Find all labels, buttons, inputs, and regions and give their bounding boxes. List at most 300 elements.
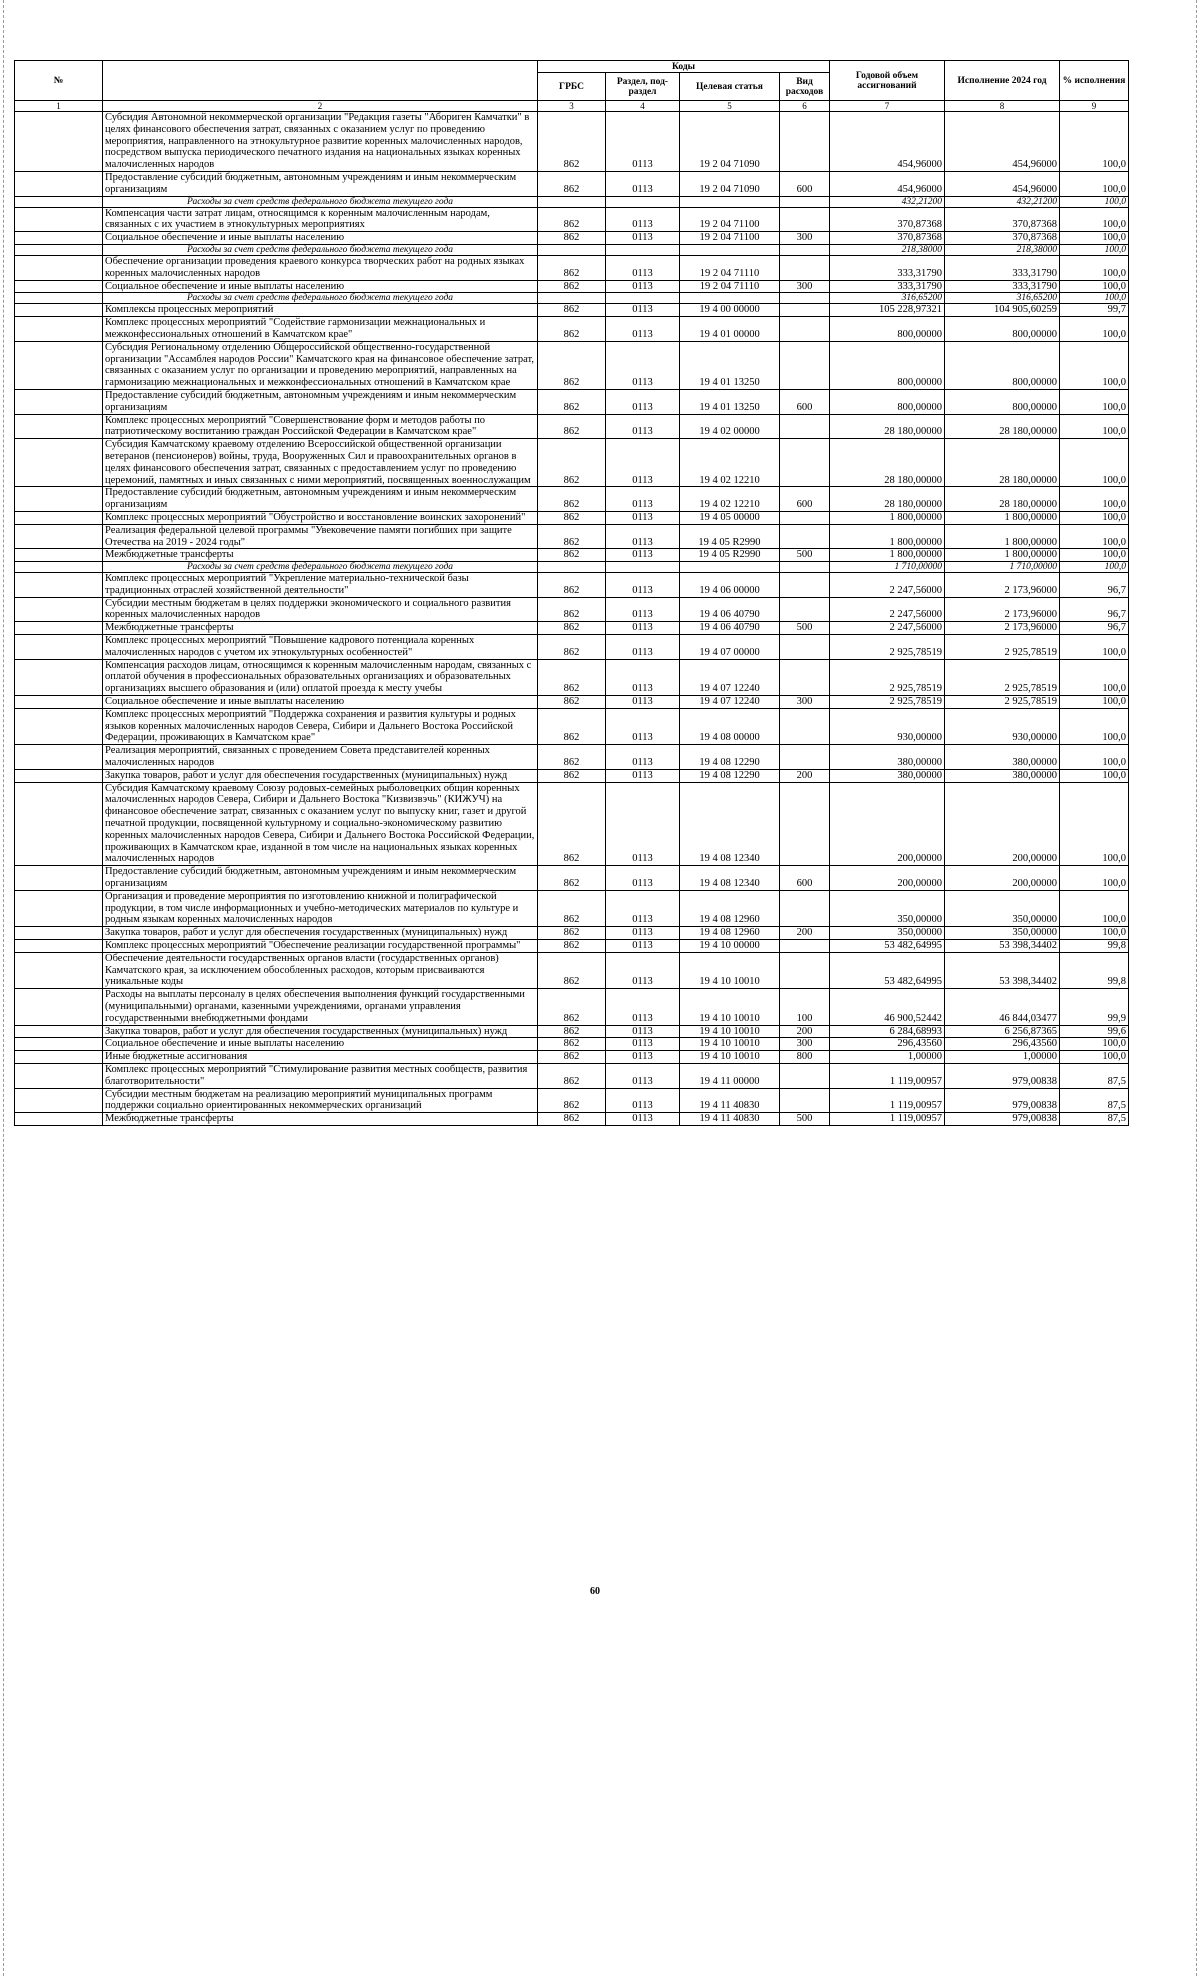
table-row xyxy=(15,304,1129,317)
row-percent: 100,0 xyxy=(1060,487,1129,512)
table-row xyxy=(15,696,1129,709)
row-section: 0113 xyxy=(606,927,680,940)
row-name: Социальное обеспечение и иные выплаты населению xyxy=(103,232,538,245)
row-kind xyxy=(780,890,830,926)
row-number-cell xyxy=(15,549,103,562)
row-grbs: 862 xyxy=(538,622,606,635)
row-grbs: 862 xyxy=(538,597,606,622)
row-name: Расходы за счет средств федерального бюджета текущего года xyxy=(103,244,538,255)
table-row xyxy=(15,622,1129,635)
row-number-cell xyxy=(15,341,103,389)
header-plan: Годовой объем ассигнований xyxy=(830,61,945,101)
row-name: Закупка товаров, работ и услуг для обеспечения государственных (муниципальных) нужд xyxy=(103,769,538,782)
row-fact: 370,87368 xyxy=(945,232,1060,245)
row-percent: 100,0 xyxy=(1060,562,1129,573)
row-fact: 1 800,00000 xyxy=(945,549,1060,562)
row-section: 0113 xyxy=(606,635,680,660)
row-plan: 380,00000 xyxy=(830,745,945,770)
row-number-cell xyxy=(15,1063,103,1088)
page-number: 60 xyxy=(590,1586,600,1597)
row-kind: 300 xyxy=(780,696,830,709)
row-target: 19 2 04 71110 xyxy=(680,255,780,280)
row-grbs: 862 xyxy=(538,1038,606,1051)
row-kind: 100 xyxy=(780,989,830,1025)
row-section: 0113 xyxy=(606,524,680,549)
row-name: Расходы за счет средств федерального бюджета текущего года xyxy=(103,293,538,304)
row-fact: 53 398,34402 xyxy=(945,940,1060,953)
row-grbs: 862 xyxy=(538,524,606,549)
row-percent: 100,0 xyxy=(1060,255,1129,280)
row-section: 0113 xyxy=(606,304,680,317)
row-section: 0113 xyxy=(606,1063,680,1088)
row-target: 19 4 00 00000 xyxy=(680,304,780,317)
row-number-cell xyxy=(15,866,103,891)
row-grbs: 862 xyxy=(538,866,606,891)
row-name: Комплекс процессных мероприятий "Обустройство и восстановление воинских захоронений" xyxy=(103,511,538,524)
row-number-cell xyxy=(15,1025,103,1038)
row-target xyxy=(680,196,780,207)
row-kind xyxy=(780,562,830,573)
row-fact: 104 905,60259 xyxy=(945,304,1060,317)
row-percent: 100,0 xyxy=(1060,414,1129,439)
row-target: 19 4 08 12290 xyxy=(680,745,780,770)
row-grbs: 862 xyxy=(538,232,606,245)
row-fact: 2 173,96000 xyxy=(945,573,1060,598)
row-target: 19 4 07 00000 xyxy=(680,635,780,660)
row-number-cell xyxy=(15,696,103,709)
row-grbs: 862 xyxy=(538,304,606,317)
row-fact: 2 925,78519 xyxy=(945,696,1060,709)
row-target xyxy=(680,562,780,573)
row-section: 0113 xyxy=(606,866,680,891)
row-grbs: 862 xyxy=(538,1051,606,1064)
column-number: 6 xyxy=(780,101,830,112)
row-plan: 350,00000 xyxy=(830,927,945,940)
row-target: 19 4 08 12960 xyxy=(680,927,780,940)
row-name: Субсидия Региональному отделению Общероссийской общественно-государственной организации "Ассамблея народов России" Камчатского края на финансовое обеспечение затрат, связанных с оказанием услуг по организации и проведению мероприятий, направленных на гармонизацию межнациональных и межконфессиональных отношений в Камчатском крае xyxy=(103,341,538,389)
row-grbs: 862 xyxy=(538,255,606,280)
row-percent: 100,0 xyxy=(1060,207,1129,232)
row-kind xyxy=(780,511,830,524)
row-section: 0113 xyxy=(606,1051,680,1064)
row-number-cell xyxy=(15,708,103,744)
row-percent: 100,0 xyxy=(1060,927,1129,940)
row-number-cell xyxy=(15,112,103,172)
row-plan: 454,96000 xyxy=(830,171,945,196)
row-target: 19 4 02 12210 xyxy=(680,439,780,487)
row-percent: 99,8 xyxy=(1060,952,1129,988)
row-plan: 296,43560 xyxy=(830,1038,945,1051)
table-row xyxy=(15,659,1129,695)
row-fact: 800,00000 xyxy=(945,317,1060,342)
table-row xyxy=(15,293,1129,304)
row-grbs: 862 xyxy=(538,511,606,524)
row-grbs: 862 xyxy=(538,927,606,940)
row-fact: 350,00000 xyxy=(945,890,1060,926)
table-row xyxy=(15,255,1129,280)
row-target: 19 4 08 12290 xyxy=(680,769,780,782)
row-kind xyxy=(780,940,830,953)
table-row xyxy=(15,708,1129,744)
row-plan: 2 925,78519 xyxy=(830,659,945,695)
row-target: 19 2 04 71090 xyxy=(680,171,780,196)
row-target: 19 4 11 40830 xyxy=(680,1088,780,1113)
row-percent: 96,7 xyxy=(1060,573,1129,598)
row-name: Комплекс процессных мероприятий "Стимулирование развития местных сообществ, развития благотворительности" xyxy=(103,1063,538,1088)
table-row xyxy=(15,890,1129,926)
row-kind xyxy=(780,207,830,232)
table-row xyxy=(15,940,1129,953)
row-name: Комплекс процессных мероприятий "Совершенствование форм и методов работы по патриотическому воспитанию граждан Российской Федерации в Камчатском крае" xyxy=(103,414,538,439)
row-plan: 2 247,56000 xyxy=(830,573,945,598)
row-plan: 2 925,78519 xyxy=(830,635,945,660)
row-name: Субсидии местным бюджетам на реализацию мероприятий муниципальных программ поддержки социально ориентированных некоммерческих организаций xyxy=(103,1088,538,1113)
row-section: 0113 xyxy=(606,171,680,196)
row-number-cell xyxy=(15,940,103,953)
row-target: 19 2 04 71100 xyxy=(680,207,780,232)
header-section: Раздел, под-раздел xyxy=(606,73,680,101)
row-percent: 100,0 xyxy=(1060,389,1129,414)
row-grbs: 862 xyxy=(538,171,606,196)
row-kind xyxy=(780,659,830,695)
row-plan: 1 119,00957 xyxy=(830,1063,945,1088)
row-name: Комплекс процессных мероприятий "Поддержка сохранения и развития культуры и родных языков коренных малочисленных народов Севера, Сибири и Дальнего Востока Российской Федерации, проживающих в Камчатском крае" xyxy=(103,708,538,744)
header-fact: Исполнение 2024 год xyxy=(945,61,1060,101)
row-name: Субсидия Камчатскому краевому отделению Всероссийской общественной организации ветеранов (пенсионеров) войны, труда, Вооруженных Сил и правоохранительных органов в целях финансового обеспечения затрат, связанных с предоставлением услуг по проведению церемоний, памятных и иных связанных с ними мероприятий, посвященных военнослужащим xyxy=(103,439,538,487)
row-number-cell xyxy=(15,927,103,940)
row-section: 0113 xyxy=(606,940,680,953)
row-name: Компенсация части затрат лицам, относящимся к коренным малочисленным народам, связанных с их участием в этнокультурных мероприятиях xyxy=(103,207,538,232)
row-fact: 28 180,00000 xyxy=(945,487,1060,512)
row-name: Комплекс процессных мероприятий "Обеспечение реализации государственной программы" xyxy=(103,940,538,953)
row-fact: 930,00000 xyxy=(945,708,1060,744)
row-section: 0113 xyxy=(606,439,680,487)
row-target: 19 4 01 13250 xyxy=(680,389,780,414)
row-grbs: 862 xyxy=(538,549,606,562)
row-fact: 333,31790 xyxy=(945,255,1060,280)
row-number-cell xyxy=(15,511,103,524)
row-plan: 105 228,97321 xyxy=(830,304,945,317)
row-grbs: 862 xyxy=(538,745,606,770)
row-name: Социальное обеспечение и иные выплаты населению xyxy=(103,280,538,293)
table-row xyxy=(15,1063,1129,1088)
row-section: 0113 xyxy=(606,782,680,866)
row-grbs xyxy=(538,244,606,255)
row-plan: 1 119,00957 xyxy=(830,1088,945,1113)
row-fact: 1 800,00000 xyxy=(945,524,1060,549)
row-target: 19 4 02 00000 xyxy=(680,414,780,439)
row-grbs: 862 xyxy=(538,782,606,866)
row-number-cell xyxy=(15,439,103,487)
row-kind xyxy=(780,1088,830,1113)
row-plan: 800,00000 xyxy=(830,317,945,342)
row-target: 19 4 06 40790 xyxy=(680,597,780,622)
column-number-row xyxy=(15,101,1129,112)
row-kind: 600 xyxy=(780,389,830,414)
row-number-cell xyxy=(15,244,103,255)
row-number-cell xyxy=(15,389,103,414)
row-fact: 200,00000 xyxy=(945,782,1060,866)
row-fact: 350,00000 xyxy=(945,927,1060,940)
row-number-cell xyxy=(15,1038,103,1051)
row-kind xyxy=(780,524,830,549)
row-plan: 930,00000 xyxy=(830,708,945,744)
row-grbs xyxy=(538,562,606,573)
row-fact: 2 925,78519 xyxy=(945,635,1060,660)
table-row xyxy=(15,524,1129,549)
row-kind: 500 xyxy=(780,1113,830,1126)
table-row xyxy=(15,439,1129,487)
row-percent: 96,7 xyxy=(1060,597,1129,622)
row-section: 0113 xyxy=(606,1088,680,1113)
row-fact: 333,31790 xyxy=(945,280,1060,293)
row-percent: 100,0 xyxy=(1060,1038,1129,1051)
row-number-cell xyxy=(15,1051,103,1064)
row-name: Предоставление субсидий бюджетным, автономным учреждениям и иным некоммерческим организациям xyxy=(103,866,538,891)
table-row xyxy=(15,952,1129,988)
row-number-cell xyxy=(15,487,103,512)
row-percent: 100,0 xyxy=(1060,696,1129,709)
table-row xyxy=(15,341,1129,389)
row-fact: 316,65200 xyxy=(945,293,1060,304)
row-number-cell xyxy=(15,769,103,782)
row-kind xyxy=(780,196,830,207)
table-row xyxy=(15,511,1129,524)
row-target: 19 4 08 12340 xyxy=(680,782,780,866)
row-target: 19 2 04 71100 xyxy=(680,232,780,245)
table-row xyxy=(15,207,1129,232)
row-name: Предоставление субсидий бюджетным, автономным учреждениям и иным некоммерческим организациям xyxy=(103,171,538,196)
column-number: 5 xyxy=(680,101,780,112)
row-plan: 200,00000 xyxy=(830,866,945,891)
row-fact: 53 398,34402 xyxy=(945,952,1060,988)
table-row xyxy=(15,171,1129,196)
row-kind: 800 xyxy=(780,1051,830,1064)
row-number-cell xyxy=(15,952,103,988)
row-percent: 100,0 xyxy=(1060,769,1129,782)
row-number-cell xyxy=(15,207,103,232)
row-section: 0113 xyxy=(606,573,680,598)
row-name: Социальное обеспечение и иные выплаты населению xyxy=(103,696,538,709)
column-number: 1 xyxy=(15,101,103,112)
row-target: 19 4 01 00000 xyxy=(680,317,780,342)
row-kind: 600 xyxy=(780,866,830,891)
row-grbs: 862 xyxy=(538,696,606,709)
row-grbs: 862 xyxy=(538,439,606,487)
row-grbs: 862 xyxy=(538,389,606,414)
table-row xyxy=(15,562,1129,573)
row-target xyxy=(680,293,780,304)
row-kind xyxy=(780,1063,830,1088)
row-name: Комплекс процессных мероприятий "Укрепление материально-технической базы традиционных отраслей хозяйственной деятельности" xyxy=(103,573,538,598)
row-target: 19 4 08 12340 xyxy=(680,866,780,891)
row-percent: 100,0 xyxy=(1060,196,1129,207)
row-fact: 454,96000 xyxy=(945,171,1060,196)
row-plan: 454,96000 xyxy=(830,112,945,172)
row-percent: 99,8 xyxy=(1060,940,1129,953)
row-fact: 2 173,96000 xyxy=(945,597,1060,622)
row-plan: 333,31790 xyxy=(830,255,945,280)
row-number-cell xyxy=(15,304,103,317)
row-target: 19 4 05 R2990 xyxy=(680,524,780,549)
row-target: 19 2 04 71090 xyxy=(680,112,780,172)
row-target xyxy=(680,244,780,255)
row-number-cell xyxy=(15,659,103,695)
row-plan: 2 247,56000 xyxy=(830,597,945,622)
row-kind: 600 xyxy=(780,171,830,196)
row-fact: 800,00000 xyxy=(945,389,1060,414)
table-row xyxy=(15,1038,1129,1051)
row-percent: 100,0 xyxy=(1060,708,1129,744)
row-grbs: 862 xyxy=(538,207,606,232)
table-row xyxy=(15,414,1129,439)
row-grbs: 862 xyxy=(538,952,606,988)
row-kind: 300 xyxy=(780,1038,830,1051)
table-row xyxy=(15,1051,1129,1064)
row-kind xyxy=(780,112,830,172)
row-grbs: 862 xyxy=(538,341,606,389)
row-plan: 46 900,52442 xyxy=(830,989,945,1025)
table-row xyxy=(15,927,1129,940)
row-fact: 6 256,87365 xyxy=(945,1025,1060,1038)
row-section: 0113 xyxy=(606,280,680,293)
row-kind xyxy=(780,708,830,744)
row-percent: 100,0 xyxy=(1060,317,1129,342)
row-fact: 46 844,03477 xyxy=(945,989,1060,1025)
row-grbs: 862 xyxy=(538,414,606,439)
row-fact: 200,00000 xyxy=(945,866,1060,891)
row-plan: 800,00000 xyxy=(830,341,945,389)
table-row xyxy=(15,597,1129,622)
row-section: 0113 xyxy=(606,1113,680,1126)
row-name: Обеспечение организации проведения краевого конкурса творческих работ на родных языках коренных малочисленных народов xyxy=(103,255,538,280)
row-section: 0113 xyxy=(606,232,680,245)
row-kind: 200 xyxy=(780,1025,830,1038)
row-name: Иные бюджетные ассигнования xyxy=(103,1051,538,1064)
row-grbs: 862 xyxy=(538,890,606,926)
row-kind xyxy=(780,745,830,770)
row-kind xyxy=(780,244,830,255)
column-number: 9 xyxy=(1060,101,1129,112)
row-plan: 1,00000 xyxy=(830,1051,945,1064)
row-percent: 100,0 xyxy=(1060,171,1129,196)
row-kind: 600 xyxy=(780,487,830,512)
row-fact: 2 925,78519 xyxy=(945,659,1060,695)
table-body xyxy=(15,112,1129,1126)
row-target: 19 4 05 R2990 xyxy=(680,549,780,562)
row-target: 19 4 10 00000 xyxy=(680,940,780,953)
row-kind xyxy=(780,635,830,660)
row-section: 0113 xyxy=(606,511,680,524)
row-name: Реализация федеральной целевой программы "Увековечение памяти погибших при защите Отечества на 2019 - 2024 годы" xyxy=(103,524,538,549)
row-target: 19 4 05 00000 xyxy=(680,511,780,524)
table-row xyxy=(15,1113,1129,1126)
row-section: 0113 xyxy=(606,1025,680,1038)
row-plan: 1 800,00000 xyxy=(830,524,945,549)
row-plan: 333,31790 xyxy=(830,280,945,293)
row-percent: 100,0 xyxy=(1060,782,1129,866)
row-number-cell xyxy=(15,635,103,660)
row-name: Межбюджетные трансферты xyxy=(103,1113,538,1126)
row-plan: 432,21200 xyxy=(830,196,945,207)
row-section: 0113 xyxy=(606,745,680,770)
row-target: 19 4 06 40790 xyxy=(680,622,780,635)
row-fact: 218,38000 xyxy=(945,244,1060,255)
row-plan: 28 180,00000 xyxy=(830,487,945,512)
row-fact: 2 173,96000 xyxy=(945,622,1060,635)
row-number-cell xyxy=(15,989,103,1025)
row-plan: 800,00000 xyxy=(830,389,945,414)
row-number-cell xyxy=(15,255,103,280)
row-target: 19 4 07 12240 xyxy=(680,696,780,709)
row-percent: 87,5 xyxy=(1060,1063,1129,1088)
row-name: Субсидия Камчатскому краевому Союзу родовых-семейных рыболовецких общин коренных малочисленных народов Севера, Сибири и Дальнего Востока "Кизвизвэчь" (КИЖУЧ) на финансовое обеспечение затрат, связанных с оказанием услуг по выпуску книг, газет и другой печатной продукции, посвященной культурному и социально-экономическому развитию коренных малочисленных народов Севера, Сибири и Дальнего Востока Российской Федерации, проживающих в Камчатском крае, изданной в том числе на национальных языках коренных малочисленных народов xyxy=(103,782,538,866)
row-section: 0113 xyxy=(606,989,680,1025)
row-number-cell xyxy=(15,232,103,245)
row-plan: 1 800,00000 xyxy=(830,511,945,524)
row-percent: 100,0 xyxy=(1060,635,1129,660)
row-percent: 100,0 xyxy=(1060,866,1129,891)
row-percent: 100,0 xyxy=(1060,659,1129,695)
table-row xyxy=(15,769,1129,782)
row-grbs: 862 xyxy=(538,659,606,695)
row-grbs: 862 xyxy=(538,573,606,598)
row-section: 0113 xyxy=(606,769,680,782)
row-percent: 100,0 xyxy=(1060,439,1129,487)
row-number-cell xyxy=(15,573,103,598)
row-name: Субсидия Автономной некоммерческой организации "Редакция газеты "Абориген Камчатки" в целях финансового обеспечения затрат, связанных с оказанием услуг по проведению мероприятия, направленного на этнокультурное развитие коренных малочисленных народов, посредством выпуска периодического печатного издания на национальных языках коренных малочисленных народов xyxy=(103,112,538,172)
row-section: 0113 xyxy=(606,597,680,622)
row-number-cell xyxy=(15,317,103,342)
row-section: 0113 xyxy=(606,1038,680,1051)
row-section xyxy=(606,562,680,573)
row-section: 0113 xyxy=(606,549,680,562)
row-target: 19 4 11 40830 xyxy=(680,1113,780,1126)
row-target: 19 4 10 10010 xyxy=(680,1051,780,1064)
table-row xyxy=(15,196,1129,207)
row-percent: 87,5 xyxy=(1060,1113,1129,1126)
row-target: 19 4 10 10010 xyxy=(680,1025,780,1038)
row-kind xyxy=(780,304,830,317)
row-plan: 28 180,00000 xyxy=(830,414,945,439)
row-grbs: 862 xyxy=(538,317,606,342)
table-row xyxy=(15,1025,1129,1038)
column-number: 2 xyxy=(103,101,538,112)
header-codes: Коды xyxy=(538,61,830,73)
row-name: Расходы за счет средств федерального бюджета текущего года xyxy=(103,562,538,573)
row-fact: 380,00000 xyxy=(945,745,1060,770)
header-percent: % исполнения xyxy=(1060,61,1129,101)
table-row xyxy=(15,635,1129,660)
table-row xyxy=(15,244,1129,255)
row-kind: 300 xyxy=(780,280,830,293)
row-plan: 350,00000 xyxy=(830,890,945,926)
row-name: Компенсация расходов лицам, относящимся к коренным малочисленным народам, связанных с оплатой обучения в профессиональных образовательных организациях и образовательных организациях высшего образования и (или) оплатой проезда к месту учебы xyxy=(103,659,538,695)
table-row xyxy=(15,989,1129,1025)
row-grbs: 862 xyxy=(538,708,606,744)
column-number: 3 xyxy=(538,101,606,112)
row-fact: 979,00838 xyxy=(945,1113,1060,1126)
table-row xyxy=(15,866,1129,891)
row-percent: 100,0 xyxy=(1060,745,1129,770)
table-row xyxy=(15,573,1129,598)
row-grbs: 862 xyxy=(538,112,606,172)
row-number-cell xyxy=(15,280,103,293)
row-target: 19 2 04 71110 xyxy=(680,280,780,293)
table-row xyxy=(15,112,1129,172)
row-plan: 2 925,78519 xyxy=(830,696,945,709)
row-percent: 100,0 xyxy=(1060,524,1129,549)
